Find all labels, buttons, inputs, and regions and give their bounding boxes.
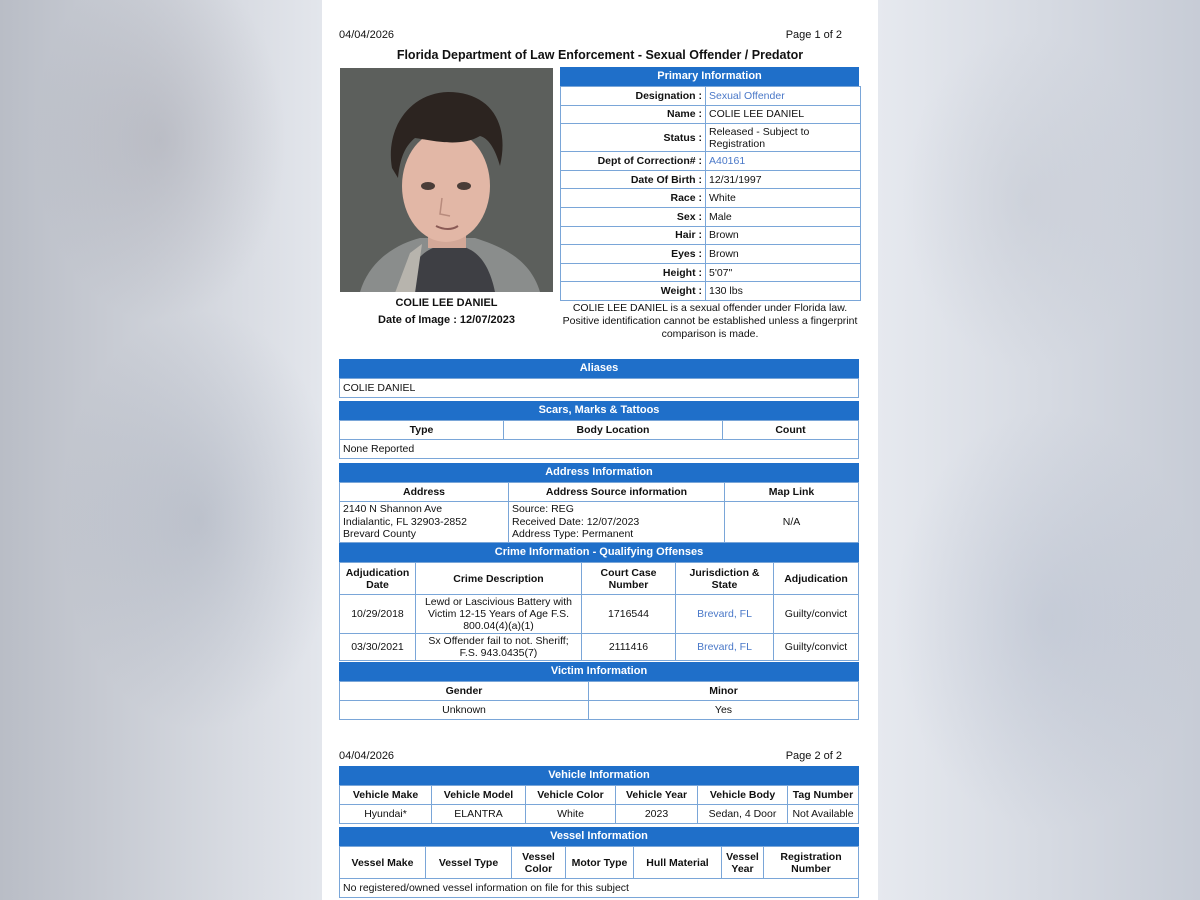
crime-jurisdiction-link[interactable]: Brevard, FL <box>676 595 774 634</box>
page1-date: 04/04/2026 <box>339 29 395 41</box>
vehicle-col-header: Vehicle Make <box>340 786 432 805</box>
primary-info-value: COLIE LEE DANIEL <box>706 105 861 124</box>
scars-header: Scars, Marks & Tattoos <box>339 401 859 420</box>
scars-col-type: Type <box>340 421 504 440</box>
primary-information-table <box>560 86 861 301</box>
identification-note: COLIE LEE DANIEL is a sexual offender under Florida law. Positive identification cannot be established unless a fingerprint comparison is made. <box>562 302 858 340</box>
crime-date: 10/29/2018 <box>340 595 416 634</box>
page2-page-label: Page 2 of 2 <box>785 750 842 762</box>
blurred-background-right <box>878 0 1200 900</box>
scars-section <box>339 401 859 459</box>
primary-info-row <box>561 170 861 189</box>
vehicle-value: Hyundai* <box>340 805 432 824</box>
primary-info-row <box>561 189 861 208</box>
primary-info-label: Height : <box>561 263 706 282</box>
primary-information-section <box>560 67 859 301</box>
primary-info-label: Weight : <box>561 282 706 301</box>
vessel-col-header: Motor Type <box>566 847 634 879</box>
victim-gender: Unknown <box>340 701 589 720</box>
blurred-background-left <box>0 0 322 900</box>
vehicle-section <box>339 766 859 824</box>
address-line: 2140 N Shannon Ave <box>343 503 443 515</box>
vessel-col-header: Hull Material <box>634 847 722 879</box>
primary-info-value: 12/31/1997 <box>706 170 861 189</box>
address-col-address: Address <box>340 483 509 502</box>
primary-info-label: Status : <box>561 124 706 152</box>
crime-adjudication: Guilty/convict <box>774 634 859 661</box>
primary-info-label: Hair : <box>561 226 706 245</box>
map-link-value: N/A <box>725 502 859 543</box>
address-header: Address Information <box>339 463 859 482</box>
crime-row <box>340 595 859 634</box>
photo-caption-name: COLIE LEE DANIEL <box>395 297 498 309</box>
page1-page-label: Page 1 of 2 <box>785 29 842 41</box>
portrait-image <box>340 68 553 292</box>
primary-info-row <box>561 87 861 106</box>
primary-info-row <box>561 124 861 152</box>
vessel-note: No registered/owned vessel information on file for this subject <box>340 879 859 898</box>
vessel-section <box>339 827 859 898</box>
vehicle-col-header: Vehicle Color <box>526 786 616 805</box>
address-source-line: Address Type: Permanent <box>512 528 634 540</box>
crime-description: Sx Offender fail to not. Sheriff; F.S. 943.0435(7) <box>416 634 582 661</box>
crime-col-description: Crime Description <box>416 563 582 595</box>
victim-col-minor: Minor <box>589 682 859 701</box>
page2-date: 04/04/2026 <box>339 750 395 762</box>
vehicle-header: Vehicle Information <box>339 766 859 785</box>
vehicle-value: Sedan, 4 Door <box>698 805 788 824</box>
document-page <box>322 0 878 900</box>
primary-info-label: Race : <box>561 189 706 208</box>
victim-minor: Yes <box>589 701 859 720</box>
vehicle-value: Not Available <box>788 805 859 824</box>
vessel-header: Vessel Information <box>339 827 859 846</box>
crime-section <box>339 543 859 661</box>
crime-date: 03/30/2021 <box>340 634 416 661</box>
primary-info-link[interactable]: Sexual Offender <box>706 87 861 106</box>
vessel-col-header: Vessel Year <box>722 847 764 879</box>
primary-info-row <box>561 245 861 264</box>
primary-info-value: White <box>706 189 861 208</box>
address-source-line: Received Date: 12/07/2023 <box>512 515 640 528</box>
primary-info-label: Dept of Correction# : <box>561 152 706 171</box>
primary-info-row <box>561 263 861 282</box>
scars-col-count: Count <box>723 421 859 440</box>
victim-header: Victim Information <box>339 662 859 681</box>
primary-info-value: Brown <box>706 226 861 245</box>
primary-info-row <box>561 105 861 124</box>
primary-info-value: Brown <box>706 245 861 264</box>
address-source-line: Source: REG <box>512 503 574 515</box>
vessel-col-header: Vessel Type <box>426 847 512 879</box>
crime-col-case: Court Case Number <box>582 563 676 595</box>
address-cell <box>340 502 509 543</box>
crime-description: Lewd or Lascivious Battery with Victim 12-15 Years of Age F.S. 800.04(4)(a)(1) <box>416 595 582 634</box>
scars-value: None Reported <box>340 440 859 459</box>
vehicle-col-header: Tag Number <box>788 786 859 805</box>
address-section <box>339 463 859 543</box>
crime-jurisdiction-link[interactable]: Brevard, FL <box>676 634 774 661</box>
crime-col-adjudication: Adjudication <box>774 563 859 595</box>
primary-info-label: Name : <box>561 105 706 124</box>
crime-col-date: Adjudication Date <box>340 563 416 595</box>
vessel-col-header: Vessel Make <box>340 847 426 879</box>
photo-caption-date: Date of Image : 12/07/2023 <box>378 314 515 326</box>
vessel-col-header: Registration Number <box>764 847 859 879</box>
primary-info-value: 130 lbs <box>706 282 861 301</box>
vehicle-col-header: Vehicle Body <box>698 786 788 805</box>
scars-col-location: Body Location <box>504 421 723 440</box>
victim-col-gender: Gender <box>340 682 589 701</box>
vehicle-value: 2023 <box>616 805 698 824</box>
vessel-col-header: Vessel Color <box>512 847 566 879</box>
primary-info-row <box>561 207 861 226</box>
primary-information-header: Primary Information <box>560 67 859 86</box>
vehicle-value: White <box>526 805 616 824</box>
crime-case-number: 2111416 <box>582 634 676 661</box>
document-title: Florida Department of Law Enforcement - Sexual Offender / Predator <box>396 48 804 62</box>
primary-info-label: Designation : <box>561 87 706 106</box>
vehicle-value: ELANTRA <box>432 805 526 824</box>
primary-info-row <box>561 282 861 301</box>
address-line: Indialantic, FL 32903-2852 <box>343 515 467 528</box>
primary-info-value: 5'07" <box>706 263 861 282</box>
address-col-map: Map Link <box>725 483 859 502</box>
primary-info-label: Eyes : <box>561 245 706 264</box>
address-source-cell <box>509 502 725 543</box>
crime-col-jurisdiction: Jurisdiction & State <box>676 563 774 595</box>
victim-section <box>339 662 859 720</box>
vehicle-col-header: Vehicle Year <box>616 786 698 805</box>
aliases-section <box>339 359 859 398</box>
aliases-header: Aliases <box>339 359 859 378</box>
primary-info-value: Released - Subject to Registration <box>706 124 861 152</box>
crime-adjudication: Guilty/convict <box>774 595 859 634</box>
address-col-source: Address Source information <box>509 483 725 502</box>
primary-info-label: Date Of Birth : <box>561 170 706 189</box>
primary-info-link[interactable]: A40161 <box>706 152 861 171</box>
vehicle-col-header: Vehicle Model <box>432 786 526 805</box>
alias-value: COLIE DANIEL <box>340 379 859 398</box>
primary-info-row <box>561 226 861 245</box>
crime-header: Crime Information - Qualifying Offenses <box>339 543 859 562</box>
primary-info-row <box>561 152 861 171</box>
crime-row <box>340 634 859 661</box>
primary-info-value: Male <box>706 207 861 226</box>
primary-info-label: Sex : <box>561 207 706 226</box>
address-line: Brevard County <box>343 528 416 540</box>
crime-table <box>339 562 859 661</box>
crime-case-number: 1716544 <box>582 595 676 634</box>
offender-photo <box>340 68 553 292</box>
